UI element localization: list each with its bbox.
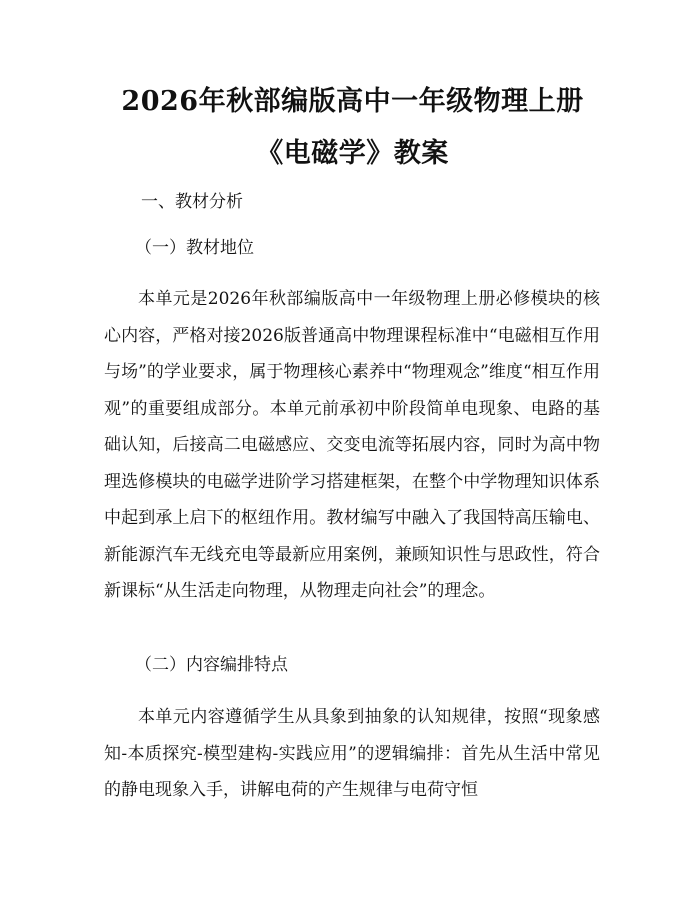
- document-title: 2026年秋部编版高中一年级物理上册《电磁学》教案: [121, 86, 584, 169]
- section-heading-textbook-analysis: 一、教材分析: [141, 192, 243, 212]
- paragraph-content-arrangement: 本单元内容遵循学生从具象到抽象的认知规律，按照“现象感知-本质探究-模型建构-实践应用”的逻辑编排：首先从生活中常见的静电现象入手，讲解电荷的产生规律与电荷守恒: [104, 707, 600, 800]
- paragraph-textbook-position: 本单元是2026年秋部编版高中一年级物理上册必修模块的核心内容，严格对接2026版普通高中物理课程标准中“电磁相互作用与场”的学业要求，属于物理核心素养中“物理观念”维度“相互作用观”的重要组成部分。本单元前承初中阶段简单电现象、电路的基础认知，后接高二电磁感应、交变电流等拓展内容，同时为高中物理选修模块的电磁学进阶学习搭建框架，在整个中学物理知识体系中起到承上启下的枢纽作用。教材编写中融入了我国特高压输电、新能源汽车无线充电等最新应用案例，兼顾知识性与思政性，符合新课标“从生活走向物理，从物理走向社会”的理念。: [104, 289, 600, 601]
- subsection-heading-content-arrangement: （二）内容编排特点: [135, 655, 288, 675]
- subsection-heading-textbook-position: （一）教材地位: [135, 238, 254, 258]
